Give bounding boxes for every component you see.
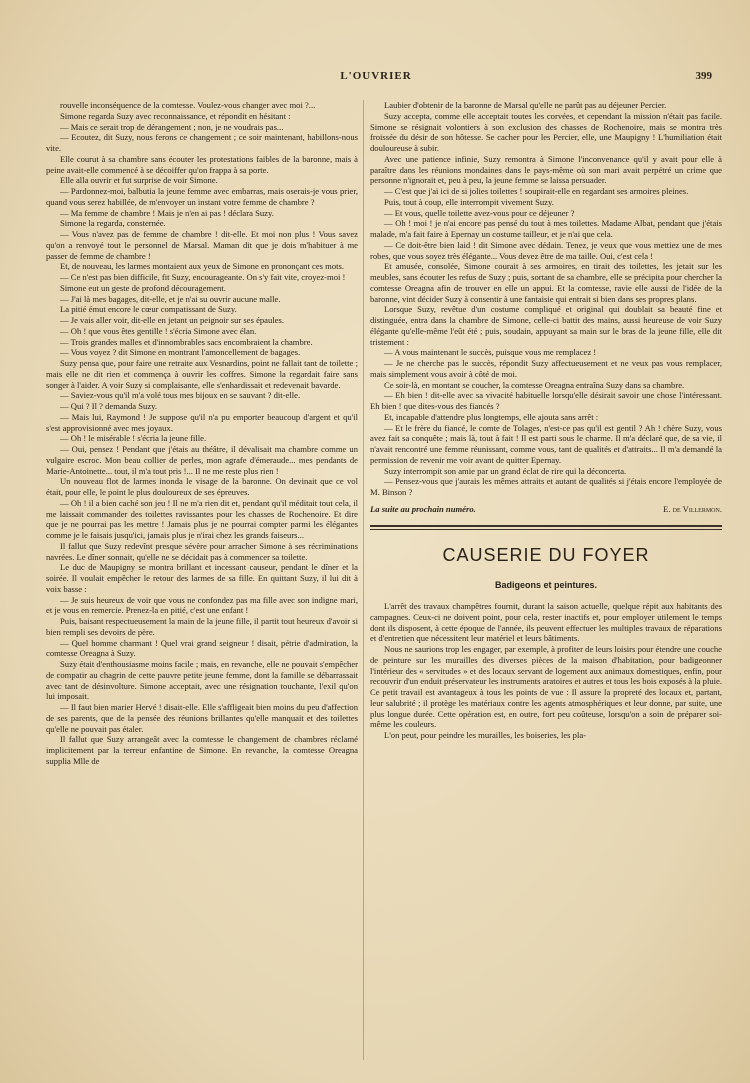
left-column [46, 100, 358, 1060]
author-signature: E. de Villermon. [663, 503, 722, 514]
continued-note: La suite au prochain numéro. [370, 503, 476, 514]
left-column-paragraph: Puis, baisant respectueusement la main de la jeune fille, il partit tout heureux d'avoir si bien rempli ses devoirs de père. [46, 616, 358, 637]
left-column-paragraph: Simone eut un geste de profond découragement. [60, 282, 226, 293]
left-column-paragraph: — Mais ce serait trop de dérangement ; non, je ne voudrais pas... [60, 121, 284, 132]
left-column-paragraph: La pitié émut encore le cœur compatissant de Suzy. [60, 304, 237, 315]
serial-signoff [370, 504, 722, 515]
left-column-paragraph: — Oh ! le misérable ! s'écria la jeune fille. [60, 433, 207, 444]
section-separator [370, 525, 722, 530]
left-column-paragraph: — Pardonnez-moi, balbutia la jeune femme avec embarras, mais oserais-je vous prier, quand vous serez habillée, de m'envoyer un instant votre femme de chambre ? [46, 186, 358, 207]
page-number: 399 [695, 70, 712, 82]
causerie-paragraph: L'on peut, pour peindre les murailles, les boiseries, les pla- [384, 730, 587, 740]
left-column-paragraph: Le duc de Maupigny se montra brillant et incessant causeur, pendant le dîner et la soirée. Il voulait empêcher le retour des larmes de sa fille. En quittant Suzy, il lui dit à voix basse : [46, 562, 358, 594]
right-column-paragraph: Suzy interrompit son amie par un grand éclat de rire qui la déconcerta. [384, 465, 627, 476]
left-column-paragraph: — Il faut bien marier Hervé ! disait-elle. Elle s'affligeait bien moins du peu d'affection de ses parents, que de la pensée des réunions brillantes qu'elle manquait et des toilettes qu'elle ne pouvait pas étaler. [46, 702, 358, 734]
left-column-paragraph: — Je suis heureux de voir que vous ne confondez pas ma fille avec son indigne mari, et je vous en remercie. Prenez-la en pitié, c'est une enfant ! [46, 594, 358, 616]
causerie-paragraph: Nous ne saurions trop les engager, par exemple, à profiter de leurs loisirs pour étendre une couche de peinture sur les murailles des diverses pièces de la maison d'habitation, pour badigeonner l'intérieur des « servitudes » et des locaux servant de logement aux animaux domestiques, enfin, pour recouvrir d'un enduit préservateur les instruments aratoires et autres et tous les bois exposés à la pluie. Ce petit travail est avantageux à tous les points de vue : Il assure la propreté des locaux et, partant, leur salubrité ; il protège les matériaux contre les agents atmosphériques et leur donne, par suite, une plus longue durée. Cette opération est, en outre, fort peu coûteuse, lorsqu'on a soin de préparer soi-même les couleurs. [370, 644, 722, 730]
left-column-paragraph: Et, de nouveau, les larmes montaient aux yeux de Simone en prononçant ces mots. [60, 261, 344, 272]
left-column-paragraph: — Oh ! que vous êtes gentille ! s'écria Simone avec élan. [60, 325, 257, 336]
left-column-paragraph: — Qui ? Il ? demanda Suzy. [60, 401, 158, 411]
left-column-paragraph: — Quel homme charmant ! Quel vrai grand seigneur ! disait, pétrie d'admiration, la comtesse Oreagna à Suzy. [46, 637, 358, 659]
right-column-text [370, 100, 722, 498]
left-column-paragraph: Simone la regarda, consternée. [60, 218, 166, 229]
publication-title: L'OUVRIER [340, 70, 412, 82]
left-column-paragraph: Elle alla ouvrir et fut surprise de voir Simone. [60, 175, 218, 186]
right-column-paragraph: — Et le frère du fiancé, le comte de Tolages, n'est-ce pas qu'il est gentil ? Ah ! chère Suzy, vous avez fait sa conquête ; mais là, tout à fait ! Il est parti sous le charme. Il m'a déclaré que, de sa vie, il n'avait rencontré une femme réunissant, comme vous, tant de qualités et d'attraits... Il m'a demandé la permission de revenir me voir avant de quitter Epernay. [370, 422, 722, 465]
section-title: CAUSERIE DU FOYER [442, 544, 650, 565]
right-column-paragraph: — Oh ! moi ! je n'ai encore pas pensé du tout à mes toilettes. Madame Albat, pendant que j'étais malade, m'a fait faire à Epernay un costume tailleur, et je n'ai que cela. [370, 218, 722, 239]
left-column-paragraph: Elle courut à sa chambre sans écouter les protestations faibles de la baronne, mais à peine avait-elle commencé à se décoiffer qu'on frappa à sa porte. [46, 153, 358, 175]
right-column-paragraph: Et amusée, consolée, Simone courait à ses armoires, en tirait des toilettes, les jetait sur les meubles, sans écouter les refus de Suzy ; puis, sortant de sa chambre, elle se précipita pour chercher la comtesse Oreagna afin de trouver en elle un appui. Et la comtesse, ravie elle aussi de l'idée de la baronne, vint décider Suzy à consentir à une fantaisie qui entrait si bien dans ses propres plans. [370, 261, 722, 304]
section-subtitle: Badigeons et peintures. [494, 580, 598, 591]
right-column-paragraph: — Je ne cherche pas le succès, répondit Suzy affectueusement et ne veux pas vous remplacer, mais simplement vous avoir à côté de moi. [370, 358, 722, 379]
left-column-paragraph: Simone regarda Suzy avec reconnaissance, et répondit en hésitant : [60, 110, 291, 121]
column-divider [363, 100, 364, 1060]
right-column-paragraph: Suzy accepta, comme elle acceptait toutes les corvées, et cependant la mission n'était pas facile. Simone se résignait volontiers à son exclusion des chasses de Rochenoire, mais se montra très froissée du désir de son hôtesse. Se cacher pour les Percier, elle, une Maupigny ! L'humiliation était douloureuse à subir. [370, 110, 722, 153]
right-column-paragraph: Avec une patience infinie, Suzy remontra à Simone l'inconvenance qu'il y avait pour elle à paraître dans les réunions mondaines dans le pays-même où son mari avait perpétré un crime que personne n'ignorait et, peu à peu, la jeune femme se laissa persuader. [370, 153, 722, 186]
right-column-paragraph: — A vous maintenant le succès, puisque vous me remplacez ! [384, 347, 597, 358]
right-column-paragraph: Puis, tout à coup, elle interrompit vivement Suzy. [384, 196, 554, 207]
right-column-paragraph: — Eh bien ! dit-elle avec sa vivacité habituelle lorsqu'elle désirait savoir une chose l'intéressant. Eh bien ! que dites-vous des fiancés ? [370, 390, 722, 411]
causerie-text [370, 601, 722, 741]
left-column-paragraph: — Oh ! il a bien caché son jeu ! Il ne m'a rien dit et, pendant qu'il méditait tout cela, il me laissait commander des toilettes ravissantes pour les chasses de Rochenoire. Et dire que je ne pourrai pas les mettre ! Jamais plus je ne pourrai compter parmi les élégantes comme je le faisais jusqu'ici, jamais plus je n'irai chez les grands faiseurs... [46, 497, 358, 540]
left-column-paragraph: — Oui, pensez ! Pendant que j'étais au théâtre, il dévalisait ma chambre comme un vulgaire escroc. Mon beau collier de perles, mon agrafe d'émeraude... mes pendants de Marie-Antoinette... tout, il m'a tout pris !... Il ne me reste plus rien ! [46, 444, 358, 476]
right-column-paragraph: Lorsque Suzy, revêtue d'un costume compliqué et original qui doublait sa beauté fine et distinguée, entra dans la chambre de Simone, celle-ci battit des mains, aussi heureuse de voir Suzy élégante qu'elle-même l'eût été ; puis, soudain, appuyant sa main sur le bras de la jeune fille, elle dit tristement : [370, 304, 722, 347]
left-column-paragraph: Un nouveau flot de larmes inonda le visage de la baronne. On devinait que ce vol était, pour elle, le point le plus douloureux de ses épreuves. [46, 476, 358, 497]
right-column-paragraph: — Et vous, quelle toilette avez-vous pour ce déjeuner ? [384, 207, 575, 218]
left-column-paragraph: Suzy pensa que, pour faire une retraite aux Vesnardins, point ne fallait tant de toilette ; mais elle ne dit rien et commença à ouvrir les coffres. Simone la regardait faire sans songer à l'aider. A voir Suzy si complaisante, elle s'enhardissait et redevenait bavarde. [46, 358, 358, 390]
right-column-paragraph: Ce soir-là, en montant se coucher, la comtesse Oreagna entraîna Suzy dans sa chambre. [384, 379, 685, 390]
right-column-paragraph: Laubier d'obtenir de la baronne de Marsal qu'elle ne parût pas au déjeuner Percier. [384, 100, 667, 110]
left-column-paragraph: — Vous voyez ? dit Simone en montrant l'amoncellement de bagages. [60, 347, 301, 358]
left-column-paragraph: — Ecoutez, dit Suzy, nous ferons ce changement ; ce soir maintenant, habillons-nous vite. [46, 132, 358, 153]
right-column-paragraph: — C'est que j'ai ici de si jolies toilettes ! soupirait-elle en regardant ses armoires pleines. [384, 186, 689, 196]
left-column-paragraph: Suzy était d'enthousiasme moins facile ; mais, en revanche, elle ne pouvait s'empêcher de compatir au chagrin de cette pauvre petite jeune femme, dont la famille se débarrassait avec tant de désinvolture. Simone acceptait, avec une résignation touchante, l'exil qu'on lui imposait. [46, 659, 358, 702]
left-column-paragraph: — Vous n'avez pas de femme de chambre ! dit-elle. Et moi non plus ! Vous savez qu'on a renvoyé tout le personnel de Marsal. Maman dit que je dois m'habituer à me passer de femme de chambre ! [46, 229, 358, 261]
left-column-paragraph: — Je vais aller voir, dit-elle en jetant un peignoir sur ses épaules. [60, 315, 284, 325]
causerie-paragraph: L'arrêt des travaux champêtres fournit, durant la saison actuelle, quelque répit aux habitants des campagnes. Ceux-ci ne doivent point, pour cela, rester inactifs et, pour employer utilement le temps dont ils disposent, à cette époque de l'année, ils peuvent effectuer les multiples travaux de réparations et d'entretien que nécessitent leur matériel et leurs bâtiments. [370, 601, 722, 644]
right-column-paragraph: Et, incapable d'attendre plus longtemps, elle ajouta sans arrêt : [384, 411, 599, 422]
left-column-paragraph: — J'ai là mes bagages, dit-elle, et je n'ai su ouvrir aucune malle. [60, 293, 281, 304]
left-column-paragraph: — Ma femme de chambre ! Mais je n'en ai pas ! déclara Suzy. [60, 207, 274, 218]
left-column-paragraph: Il fallut que Suzy arrangeât avec la comtesse le changement de chambres réclamé implicitement par la terreur enfantine de Simone. En revanche, la comtesse Oreagna supplia Mlle de [46, 734, 358, 766]
left-column-paragraph: — Mais lui, Raymond ! Je suppose qu'il n'a pu emporter beaucoup d'argent et qu'il s'est approvisionné avec mes joyaux. [46, 411, 358, 433]
left-column-paragraph: rouvelle inconséquence de la comtesse. Voulez-vous changer avec moi ?... [60, 100, 316, 110]
left-column-paragraph: — Trois grandes malles et d'innombrables sacs encombraient la chambre. [60, 336, 313, 347]
right-column-paragraph: — Ce doit-être bien laid ! dit Simone avec dédain. Tenez, je veux que vous mettiez une de mes robes, que vous soyez très élégante... Vous devez être de ma taille. Oui, c'est cela ! [370, 239, 722, 261]
right-column [370, 100, 722, 1060]
left-column-paragraph: — Saviez-vous qu'il m'a volé tous mes bijoux en se sauvant ? dit-elle. [60, 390, 301, 401]
left-column-paragraph: — Ce n'est pas bien difficile, fit Suzy, encourageante. On s'y fait vite, croyez-moi ! [60, 272, 346, 282]
right-column-paragraph: — Pensez-vous que j'aurais les mêmes attraits et autant de qualités si j'étais encore l'employée de M. Binson ? [370, 476, 722, 497]
left-column-paragraph: Il fallut que Suzy redevînt presque sévère pour arracher Simone à ses récriminations navrées. Le dîner sonnait, qu'elle ne se décidait pas à commencer sa toilette. [46, 540, 358, 562]
page-header [40, 70, 712, 90]
left-column-text [46, 100, 358, 767]
